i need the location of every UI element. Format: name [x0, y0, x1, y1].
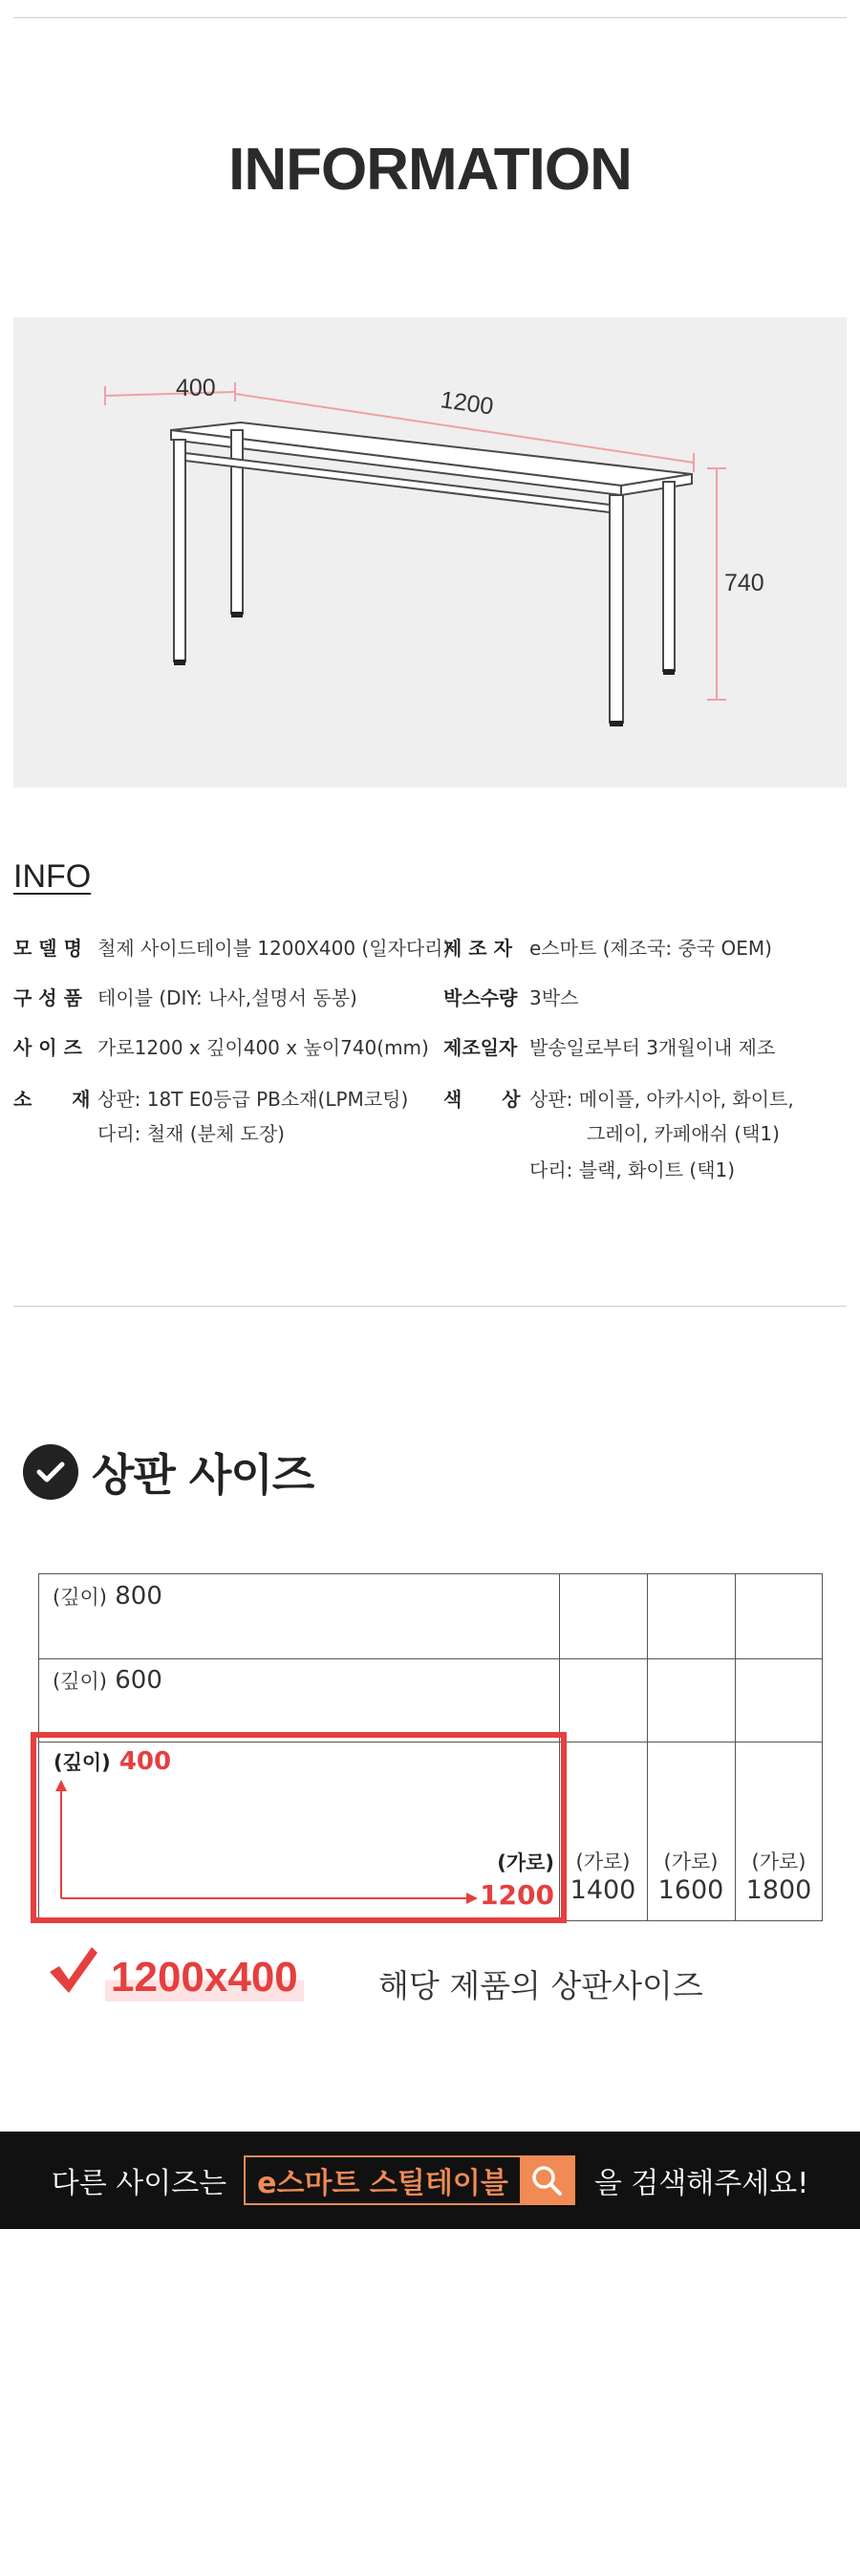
size-section-heading — [23, 1443, 313, 1501]
spec-value: 철제 사이드테이블 1200X400 (일자다리) — [97, 937, 451, 960]
checkmark-icon — [48, 1945, 99, 1995]
spec-value: 발송일로부터 3개월이내 제조 — [529, 1036, 776, 1059]
spec-manufacture-date — [443, 1030, 845, 1065]
selected-depth-label: (깊이) 400 — [54, 1747, 172, 1776]
product-dimension-diagram — [13, 317, 847, 788]
spec-value: e스마트 (제조국: 중국 OEM) — [529, 937, 772, 960]
width-dimension: 1200 — [439, 386, 496, 421]
spec-value: 가로1200 x 깊이400 x 높이740(mm) — [97, 1036, 429, 1059]
spec-label: 박스수량 — [443, 986, 518, 1009]
spec-boxes — [443, 981, 845, 1015]
spec-label: 제조일자 — [443, 1036, 518, 1059]
spec-material — [13, 1082, 434, 1151]
banner-suffix: 을 검색해주세요! — [593, 2167, 809, 2200]
check-circle-icon — [23, 1444, 78, 1500]
page-title: INFORMATION — [228, 137, 632, 203]
width-1400-label: (가로) 1400 — [570, 1851, 636, 1905]
spec-value: 테이블 (DIY: 나사,설명서 동봉) — [97, 986, 357, 1009]
spec-label: 소 재 — [13, 1088, 91, 1111]
table-illustration — [13, 317, 847, 788]
section-divider — [13, 1306, 847, 1307]
search-box[interactable] — [244, 2155, 575, 2205]
depth-dimension: 400 — [176, 375, 216, 401]
depth-600-label: (깊이) 600 — [53, 1666, 162, 1695]
width-1800-label: (가로) 1800 — [745, 1851, 812, 1905]
spec-size — [13, 1030, 434, 1065]
banner-prefix: 다른 사이즈는 — [51, 2167, 227, 2200]
spec-components — [13, 981, 434, 1015]
selected-width-label: (가로) 1200 — [480, 1851, 554, 1911]
width-1600-label: (가로) 1600 — [657, 1851, 724, 1905]
spec-value: 상판: 메이플, 아카시아, 화이트, — [529, 1088, 794, 1111]
search-term: e스마트 스틸테이블 — [257, 2167, 508, 2200]
top-divider — [13, 17, 847, 18]
spec-label: 구 성 품 — [13, 986, 82, 1009]
spec-label: 제 조 자 — [443, 937, 512, 960]
depth-800-label: (깊이) 800 — [53, 1582, 162, 1611]
spec-value: 다리: 철재 (분체 도장) — [97, 1122, 285, 1145]
size-section-title: 상판 사이즈 — [92, 1449, 314, 1501]
info-heading: INFO — [13, 858, 92, 895]
result-description: 해당 제품의 상판사이즈 — [378, 1967, 703, 2004]
spec-value: 상판: 18T E0등급 PB소재(LPM코팅) — [97, 1088, 409, 1111]
spec-label: 색 상 — [443, 1088, 521, 1111]
spec-label: 모 델 명 — [13, 937, 82, 960]
spec-value: 3박스 — [529, 986, 579, 1009]
spec-value: 그레이, 카페애쉬 (택1) — [587, 1122, 780, 1145]
spec-model — [13, 931, 451, 965]
spec-value: 다리: 블랙, 화이트 (택1) — [529, 1158, 736, 1181]
spec-label: 사 이 즈 — [13, 1036, 82, 1059]
height-dimension: 740 — [724, 570, 764, 596]
grid-line — [39, 1658, 822, 1659]
spec-maker — [443, 931, 845, 965]
spec-color — [443, 1082, 845, 1187]
search-banner — [0, 2132, 860, 2229]
search-icon[interactable] — [520, 2157, 573, 2203]
depth-width-arrows — [48, 1780, 478, 1910]
result-size: 1200x400 — [105, 1954, 304, 2002]
